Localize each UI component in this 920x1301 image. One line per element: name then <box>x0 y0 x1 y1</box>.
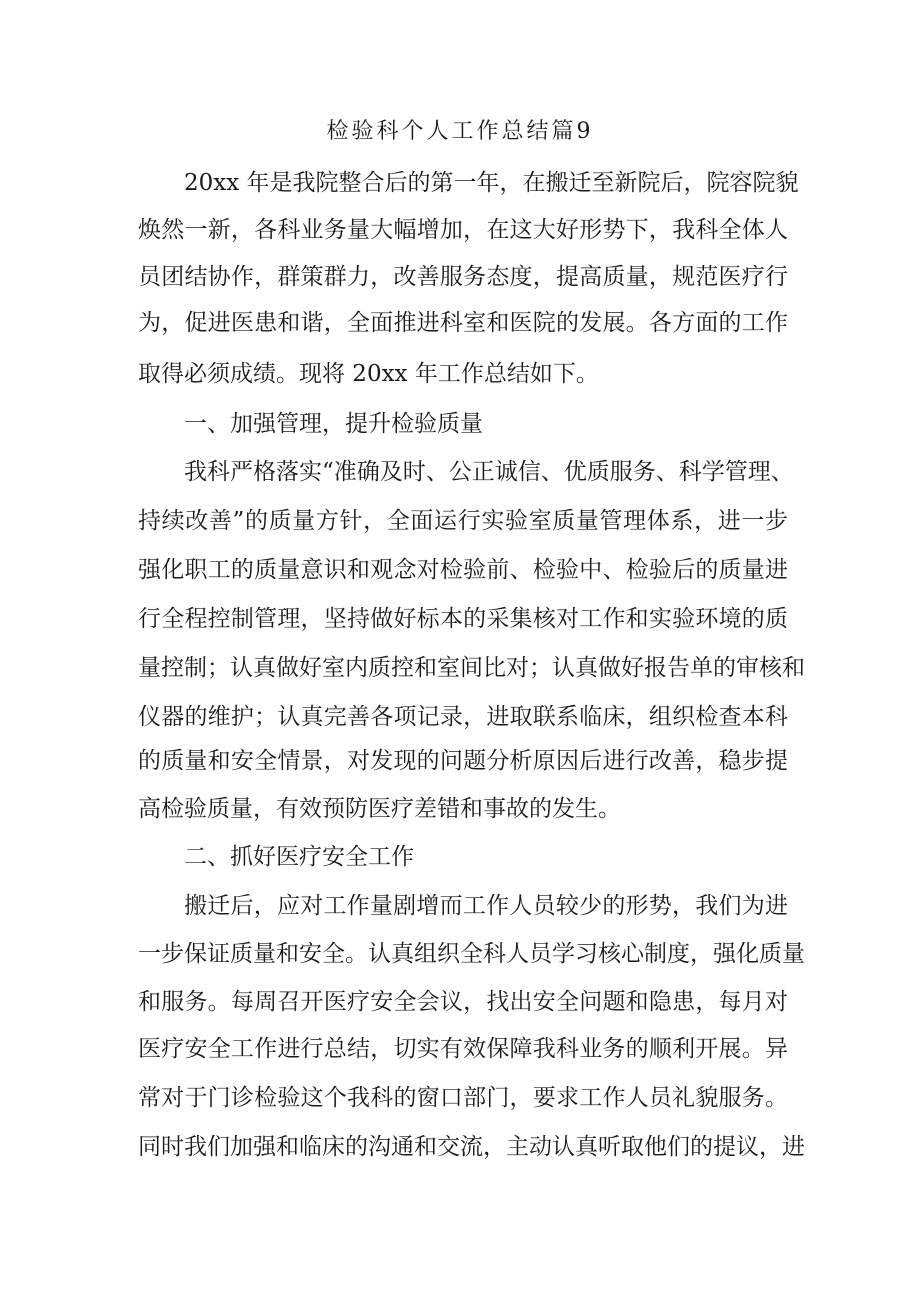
section-heading-2: 二、抓好医疗安全工作 <box>184 844 414 870</box>
paragraph-line: 的质量和安全情景，对发现的问题分析原因后进行改善，稳步提 <box>138 748 788 774</box>
paragraph-line: 员团结协作，群策群力，改善服务态度，提高质量，规范医疗行 <box>138 264 788 290</box>
paragraph-line: 医疗安全工作进行总结，切实有效保障我科业务的顺利开展。异 <box>138 1036 788 1062</box>
paragraph-line: 搬迁后，应对工作量剧增而工作人员较少的形势，我们为进 <box>184 893 788 919</box>
paragraph-line: 同时我们加强和临床的沟通和交流，主动认真听取他们的提议，进 <box>138 1134 805 1160</box>
paragraph-line: 持续改善”的质量方针，全面运行实验室质量管理体系，进一步 <box>138 508 788 534</box>
paragraph-line: 量控制；认真做好室内质控和室间比对；认真做好报告单的审核和 <box>138 655 805 681</box>
paragraph-line: 一步保证质量和安全。认真组织全科人员学习核心制度，强化质量 <box>138 941 805 967</box>
section-heading-1: 一、加强管理，提升检验质量 <box>184 411 483 437</box>
paragraph-line: 和服务。每周召开医疗安全会议，找出安全问题和隐患，每月对 <box>138 989 788 1015</box>
paragraph-line: 为，促进医患和谐，全面推进科室和医院的发展。各方面的工作 <box>138 310 788 336</box>
paragraph-line: 常对于门诊检验这个我科的窗口部门，要求工作人员礼貌服务。 <box>138 1085 788 1111</box>
paragraph-line: 我科严格落实“准确及时、公正诚信、优质服务、科学管理、 <box>184 459 794 485</box>
paragraph-line: 仪器的维护；认真完善各项记录，进取联系临床，组织检查本科 <box>138 704 788 730</box>
document-title: 检验科个人工作总结篇9 <box>326 119 594 144</box>
paragraph-line: 焕然一新，各科业务量大幅增加，在这大好形势下，我科全体人 <box>138 217 788 243</box>
paragraph-line: 行全程控制管理，坚持做好标本的采集核对工作和实验环境的质 <box>138 606 788 632</box>
paragraph-line: 高检验质量，有效预防医疗差错和事故的发生。 <box>138 796 621 822</box>
paragraph-line: 20xx 年是我院整合后的第一年，在搬迁至新院后，院容院貌 <box>184 170 799 196</box>
paragraph-line: 取得必须成绩。现将 20xx 年工作总结如下。 <box>138 361 599 387</box>
paragraph-line: 强化职工的质量意识和观念对检验前、检验中、检验后的质量进 <box>138 557 788 583</box>
